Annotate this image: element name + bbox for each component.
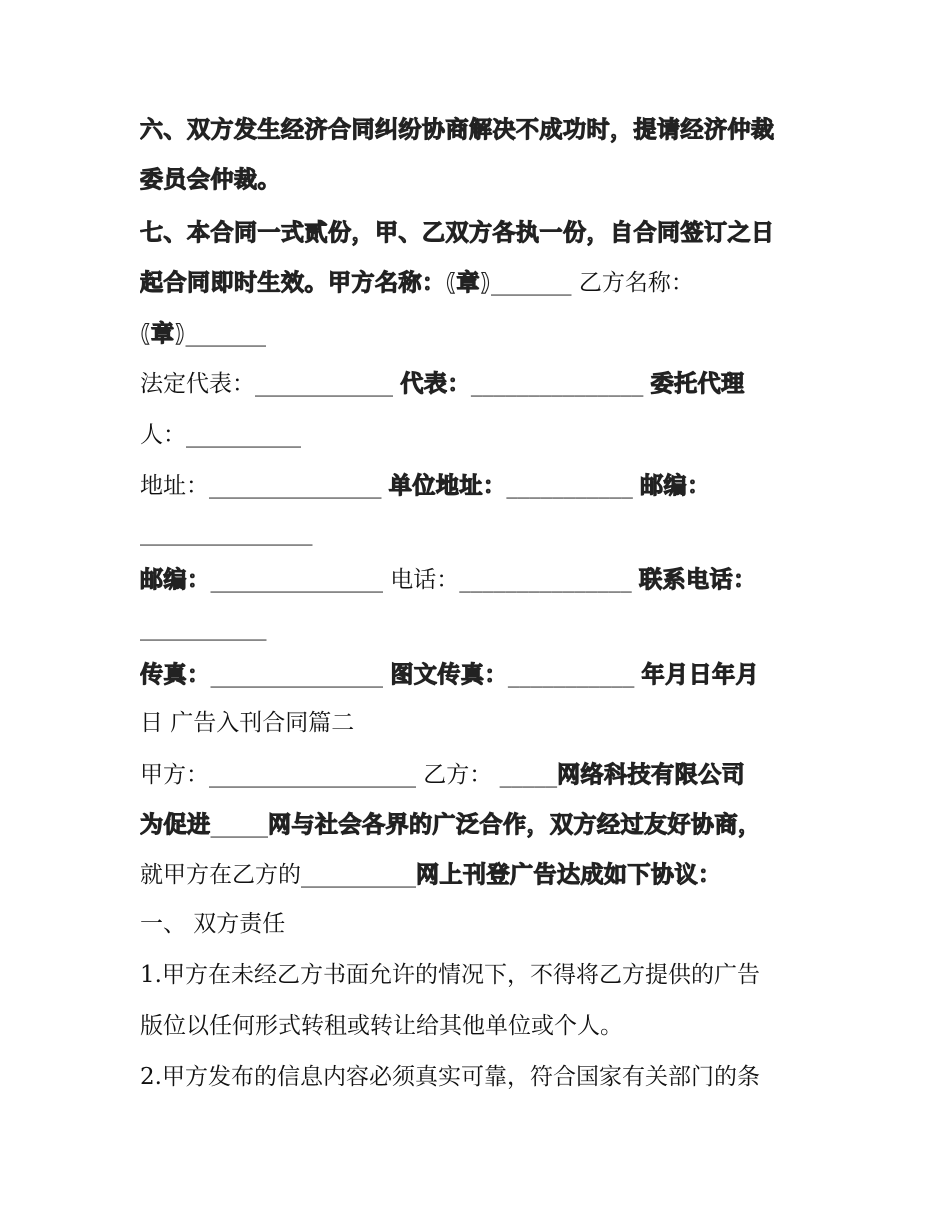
text-line-20 — [140, 1060, 820, 1094]
text-segment: 网与社会各界的广泛合作，双方经过友好协商， — [268, 812, 762, 838]
text-segment: 人：__________ — [140, 422, 301, 448]
text-segment: _______________ 电话：_______________ — [210, 567, 640, 593]
text-line-5 — [140, 317, 820, 351]
text-line-19 — [140, 1009, 820, 1043]
text-line-12 — [140, 658, 820, 692]
text-line-2 — [140, 163, 820, 197]
text-line-3 — [140, 216, 820, 250]
text-segment: 日 广告入刊合同篇二 — [140, 710, 355, 736]
text-segment: 1.甲方在未经乙方书面允许的情况下，不得将乙方提供的广告 — [140, 962, 760, 988]
text-segment: _____ — [210, 812, 268, 838]
text-line-13 — [140, 706, 820, 740]
text-segment: 六、双方发生经济合同纠纷协商解决不成功时，提请经济仲裁 — [140, 117, 775, 143]
text-line-6 — [140, 367, 820, 401]
text-segment: 代表： — [400, 371, 471, 397]
text-segment: _______________ — [470, 371, 651, 397]
text-segment: 委托代理 — [650, 371, 745, 397]
text-line-1 — [140, 113, 820, 147]
text-segment: (章) — [140, 321, 186, 347]
text-line-15 — [140, 808, 820, 842]
text-line-7 — [140, 418, 820, 452]
text-segment: 网上刊登广告达成如下协议： — [416, 862, 722, 888]
text-segment: 甲方：__________________ 乙方： _____ — [140, 762, 558, 788]
text-segment: 传真： — [140, 662, 211, 688]
text-segment: _______ — [185, 321, 267, 347]
text-line-16 — [140, 858, 820, 892]
text-line-17 — [140, 907, 820, 941]
text-segment: ___________ — [140, 615, 267, 641]
text-segment: 地址：_______________ — [140, 473, 389, 499]
text-line-14 — [140, 758, 820, 792]
text-segment: 一、 双方责任 — [140, 911, 286, 937]
text-segment: 邮编： — [140, 567, 211, 593]
text-segment: 年月日年月 — [641, 662, 760, 688]
text-segment: ___________ — [507, 662, 642, 688]
text-segment: 网络科技有限公司 — [557, 762, 746, 788]
text-segment: 图文传真： — [390, 662, 508, 688]
text-segment: 为促进 — [140, 812, 211, 838]
text-segment: ___________ — [506, 473, 641, 499]
text-segment: 联系电话： — [639, 567, 757, 593]
text-segment: _______________ — [140, 520, 313, 546]
text-line-4 — [140, 266, 820, 300]
text-line-18 — [140, 958, 820, 992]
text-line-8 — [140, 469, 820, 503]
text-segment: 七、本合同一式贰份，甲、乙双方各执一份，自合同签订之日 — [140, 220, 775, 246]
text-segment: 版位以任何形式转租或转让给其他单位或个人。 — [140, 1013, 623, 1039]
text-segment: _______________ — [210, 662, 391, 688]
text-segment: 委员会仲裁。 — [140, 167, 281, 193]
text-segment: 就甲方在乙方的__________ — [140, 862, 416, 888]
text-segment: 法定代表：____________ — [140, 371, 401, 397]
text-segment: _______ 乙方名称： — [491, 270, 694, 296]
text-segment: 起合同即时生效。甲方名称：(章) — [140, 270, 492, 296]
text-line-9 — [140, 516, 820, 550]
text-segment: 邮编： — [640, 473, 711, 499]
text-line-11 — [140, 611, 820, 645]
text-segment: 单位地址： — [388, 473, 507, 499]
text-line-10 — [140, 563, 820, 597]
text-segment: 2.甲方发布的信息内容必须真实可靠，符合国家有关部门的条 — [140, 1064, 760, 1090]
